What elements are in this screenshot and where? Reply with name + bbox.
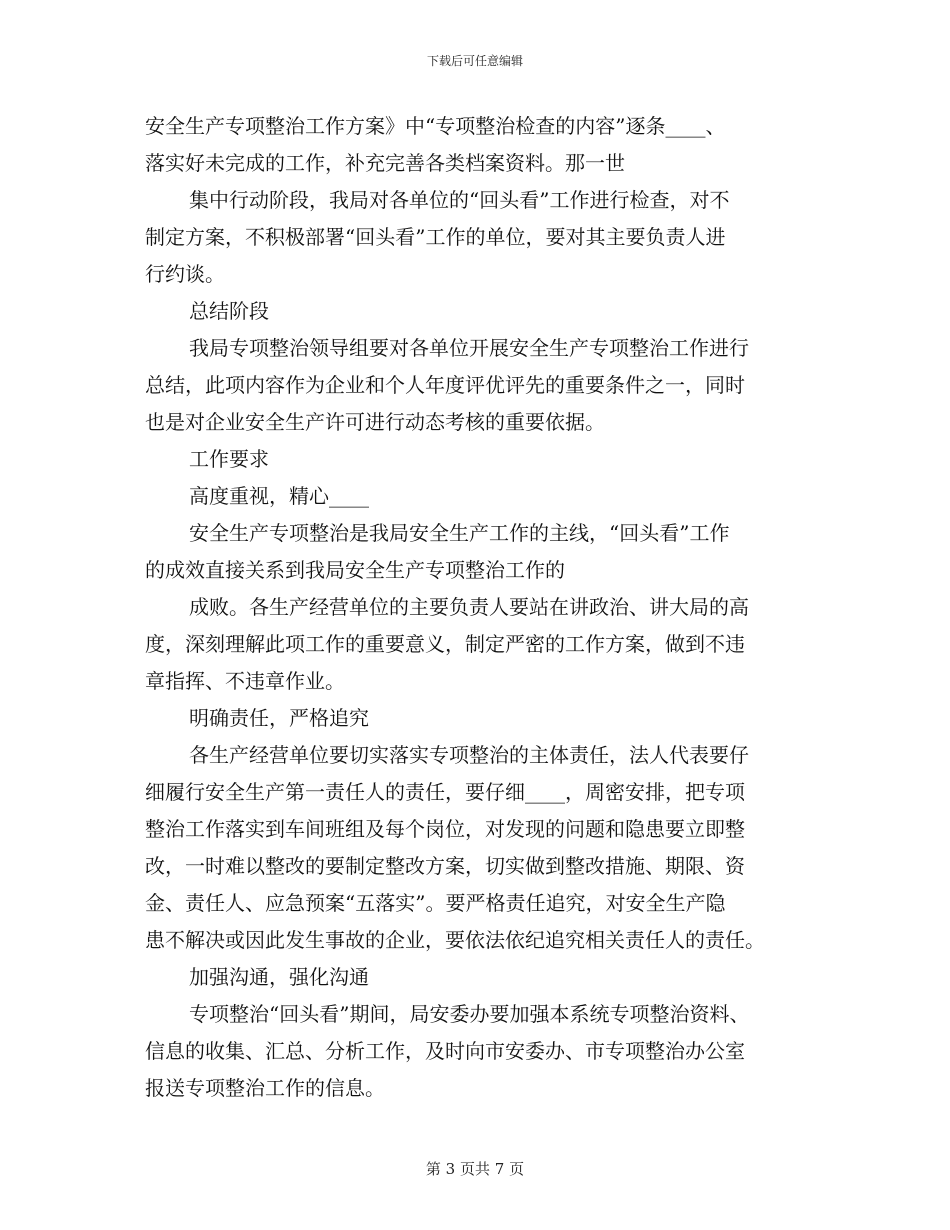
text-line: 高度重视，精心____	[189, 484, 369, 508]
text-line: 信息的收集、汇总、分析工作，及时向市安委办、市专项整治办公室	[145, 1039, 745, 1063]
text-line: 报送专项整治工作的信息。	[145, 1076, 385, 1100]
text-line: 度，深刻理解此项工作的重要意义，制定严密的工作方案，做到不违	[145, 632, 745, 656]
text-line: 制定方案，不积极部署“回头看”工作的单位，要对其主要负责人进	[145, 225, 726, 249]
text-line: 加强沟通，强化沟通	[189, 965, 369, 989]
text-line: 我局专项整治领导组要对各单位开展安全生产专项整治工作进行	[189, 336, 749, 360]
text-line: 细履行安全生产第一责任人的责任，要仔细____，周密安排，把专项	[145, 780, 745, 804]
text-line: 总结，此项内容作为企业和个人年度评优评先的重要条件之一，同时	[145, 373, 745, 397]
text-line: 成败。各生产经营单位的主要负责人要站在讲政治、讲大局的高	[189, 595, 749, 619]
text-line: 安全生产专项整治是我局安全生产工作的主线，“回头看”工作	[189, 521, 730, 545]
text-line: 总结阶段	[189, 299, 269, 323]
text-line: 行约谈。	[145, 262, 225, 286]
text-line: 安全生产专项整治工作方案》中“专项整治检查的内容”逐条____、	[145, 114, 726, 138]
text-line: 改，一时难以整改的要制定整改方案，切实做到整改措施、期限、资	[145, 854, 745, 878]
text-line: 明确责任，严格追究	[189, 706, 369, 730]
text-line: 工作要求	[189, 447, 269, 471]
text-line: 集中行动阶段，我局对各单位的“回头看”工作进行检查，对不	[189, 188, 730, 212]
text-line: 章指挥、不违章作业。	[145, 669, 345, 693]
text-line: 落实好未完成的工作，补充完善各类档案资料。那一世	[145, 151, 625, 175]
text-line: 各生产经营单位要切实落实专项整治的主体责任，法人代表要仔	[189, 743, 749, 767]
text-line: 的成效直接关系到我局安全生产专项整治工作的	[145, 558, 565, 582]
text-line: 患不解决或因此发生事故的企业，要依法依纪追究相关责任人的责任。	[145, 928, 765, 952]
page-header: 下载后可任意编辑	[426, 54, 523, 68]
document-body	[145, 108, 805, 1107]
text-line: 金、责任人、应急预案“五落实”。要严格责任追究，对安全生产隐	[145, 891, 726, 915]
page-number: 第 3 页共 7 页	[425, 1160, 525, 1178]
text-line: 专项整治“回头看”期间，局安委办要加强本系统专项整治资料、	[189, 1002, 750, 1026]
text-line: 也是对企业安全生产许可进行动态考核的重要依据。	[145, 410, 605, 434]
text-line: 整治工作落实到车间班组及每个岗位，对发现的问题和隐患要立即整	[145, 817, 745, 841]
